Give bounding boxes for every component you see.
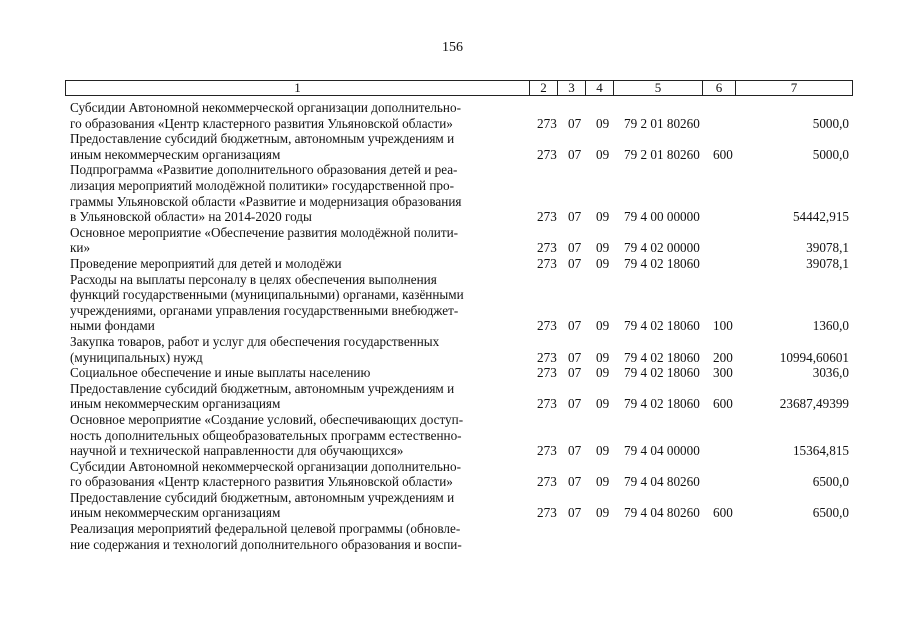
table-row [0, 162, 905, 224]
subsection-code: 09 [596, 115, 610, 131]
row-description [70, 334, 526, 365]
amount: 3036,0 [812, 365, 849, 381]
expense-type-code: 600 [713, 505, 733, 521]
row-description [70, 412, 526, 459]
subsection-code: 09 [596, 349, 610, 365]
amount: 23687,49399 [779, 396, 849, 412]
row-description [70, 490, 526, 521]
header-col-7: 7 [790, 80, 798, 95]
description-line: граммы Ульяновской области «Развитие и модернизация образования [70, 193, 462, 209]
header-col-2: 2 [530, 81, 558, 95]
row-description [70, 256, 526, 272]
table-row [0, 272, 905, 334]
description-line: научной и технической направленности для обучающихся» [70, 443, 404, 459]
ved-code: 273 [537, 146, 557, 162]
amount: 10994,60601 [779, 349, 849, 365]
amount: 39078,1 [806, 240, 849, 256]
subsection-code: 09 [596, 505, 610, 521]
target-article-code: 79 2 01 80260 [624, 146, 700, 162]
subsection-code: 09 [596, 240, 610, 256]
description-line: го образования «Центр кластерного развития Ульяновской области» [70, 474, 453, 490]
target-article-code: 79 4 04 00000 [624, 443, 700, 459]
header-col-5: 5 [614, 81, 703, 95]
subsection-code: 09 [596, 396, 610, 412]
description-line: ние содержания и технологий дополнительного образования и воспи- [70, 536, 462, 552]
row-description [70, 131, 526, 162]
amount: 15364,815 [792, 443, 849, 459]
description-line: Предоставление субсидий бюджетным, автономным учреждениям и [70, 380, 455, 396]
table-row [0, 521, 905, 552]
section-code: 07 [568, 240, 582, 256]
subsection-code: 09 [596, 255, 610, 271]
description-line: иным некоммерческим организациям [70, 505, 281, 521]
section-code: 07 [568, 115, 582, 131]
table-row [0, 100, 905, 131]
target-article-code: 79 4 02 18060 [624, 396, 700, 412]
header-col-6: 6 [703, 81, 736, 95]
subsection-code: 09 [596, 146, 610, 162]
target-article-code: 79 4 04 80260 [624, 474, 700, 490]
header-col-1: 1 [66, 81, 530, 95]
description-line: Предоставление субсидий бюджетным, автономным учреждениям и [70, 489, 455, 505]
header-col-3: 3 [558, 81, 586, 95]
description-line: Проведение мероприятий для детей и молодёжи [70, 255, 342, 271]
subsection-code: 09 [596, 474, 610, 490]
description-line: иным некоммерческим организациям [70, 146, 281, 162]
ved-code: 273 [537, 474, 557, 490]
ved-code: 273 [537, 209, 557, 225]
target-article-code: 79 2 01 80260 [624, 115, 700, 131]
ved-code: 273 [537, 505, 557, 521]
header-col-4: 4 [586, 81, 614, 95]
expense-type-code: 600 [713, 146, 733, 162]
section-code: 07 [568, 209, 582, 225]
page-number: 156 [442, 40, 463, 55]
ved-code: 273 [537, 255, 557, 271]
row-description [70, 272, 526, 334]
ved-code: 273 [537, 396, 557, 412]
description-line: Реализация мероприятий федеральной целевой программы (обновле- [70, 521, 461, 537]
section-code: 07 [568, 474, 582, 490]
table-body [0, 100, 905, 552]
amount: 6500,0 [812, 505, 849, 521]
expense-type-code: 100 [713, 318, 733, 334]
table-row [0, 459, 905, 490]
table-row [0, 131, 905, 162]
table-row [0, 365, 905, 381]
section-code: 07 [568, 396, 582, 412]
section-code: 07 [568, 318, 582, 334]
section-code: 07 [568, 146, 582, 162]
description-line: Расходы на выплаты персоналу в целях обеспечения выполнения [70, 271, 437, 287]
ved-code: 273 [537, 240, 557, 256]
ved-code: 273 [537, 318, 557, 334]
amount: 54442,915 [792, 209, 849, 225]
section-code: 07 [568, 443, 582, 459]
subsection-code: 09 [596, 318, 610, 334]
description-line: ность дополнительных общеобразовательных программ естественно- [70, 427, 462, 443]
ved-code: 273 [537, 365, 557, 381]
description-line: Основное мероприятие «Обеспечение развития молодёжной полити- [70, 224, 459, 240]
subsection-code: 09 [596, 209, 610, 225]
amount: 39078,1 [806, 255, 849, 271]
target-article-code: 79 4 02 18060 [624, 255, 700, 271]
description-line: в Ульяновской области» на 2014-2020 годы [70, 209, 312, 225]
description-line: ными фондами [70, 318, 155, 334]
table-header [65, 80, 853, 96]
table-row [0, 225, 905, 256]
ved-code: 273 [537, 115, 557, 131]
description-line: Социальное обеспечение и иные выплаты населению [70, 365, 371, 381]
row-description [70, 521, 526, 552]
table-row [0, 256, 905, 272]
subsection-code: 09 [596, 443, 610, 459]
subsection-code: 09 [596, 365, 610, 381]
target-article-code: 79 4 00 00000 [624, 209, 700, 225]
table-row [0, 412, 905, 459]
description-line: ки» [70, 240, 91, 256]
description-line: Основное мероприятие «Создание условий, обеспечивающих доступ- [70, 411, 464, 427]
description-line: учреждениями, органами управления государственными внебюджет- [70, 302, 459, 318]
table-row [0, 490, 905, 521]
expense-type-code: 600 [713, 396, 733, 412]
ved-code: 273 [537, 349, 557, 365]
amount: 6500,0 [812, 474, 849, 490]
description-line: Предоставление субсидий бюджетным, автономным учреждениям и [70, 131, 455, 147]
description-line: (муниципальных) нужд [70, 349, 203, 365]
row-description [70, 365, 526, 381]
section-code: 07 [568, 349, 582, 365]
table-row [0, 381, 905, 412]
description-line: Закупка товаров, работ и услуг для обеспечения государственных [70, 333, 440, 349]
expense-type-code: 300 [713, 365, 733, 381]
expense-type-code: 200 [713, 349, 733, 365]
amount: 5000,0 [812, 115, 849, 131]
target-article-code: 79 4 02 00000 [624, 240, 700, 256]
target-article-code: 79 4 04 80260 [624, 505, 700, 521]
section-code: 07 [568, 365, 582, 381]
row-description [70, 162, 526, 224]
section-code: 07 [568, 505, 582, 521]
description-line: Подпрограмма «Развитие дополнительного образования детей и реа- [70, 162, 458, 178]
description-line: Субсидии Автономной некоммерческой организации дополнительно- [70, 458, 461, 474]
ved-code: 273 [537, 443, 557, 459]
row-description [70, 381, 526, 412]
amount: 5000,0 [812, 146, 849, 162]
description-line: Субсидии Автономной некоммерческой организации дополнительно- [70, 100, 461, 115]
row-description [70, 459, 526, 490]
row-description [70, 225, 526, 256]
description-line: иным некоммерческим организациям [70, 396, 281, 412]
row-description [70, 100, 526, 131]
section-code: 07 [568, 255, 582, 271]
target-article-code: 79 4 02 18060 [624, 318, 700, 334]
target-article-code: 79 4 02 18060 [624, 365, 700, 381]
description-line: функций государственными (муниципальными) органами, казёнными [70, 287, 464, 303]
target-article-code: 79 4 02 18060 [624, 349, 700, 365]
amount: 1360,0 [812, 318, 849, 334]
description-line: го образования «Центр кластерного развития Ульяновской области» [70, 115, 453, 131]
description-line: лизация мероприятий молодёжной политики» государственной про- [70, 177, 454, 193]
table-row [0, 334, 905, 365]
